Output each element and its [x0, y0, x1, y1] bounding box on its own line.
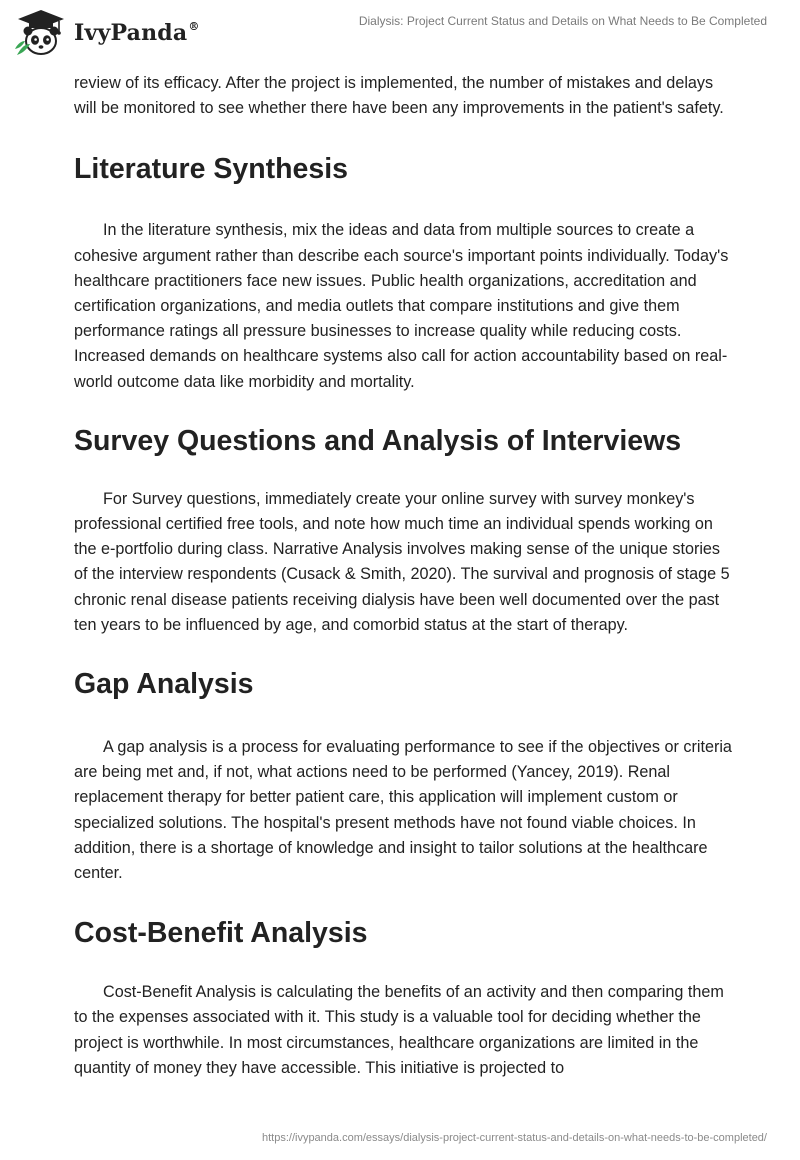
heading-gap-analysis: Gap Analysis: [74, 668, 254, 701]
essay-content: [74, 71, 734, 1081]
intro-paragraph: review of its efficacy. After the project is implemented, the number of mistakes and delays will be monitored to see whether there have been any improvements in the patient's safety.: [74, 74, 724, 118]
ivypanda-logo[interactable]: [14, 8, 200, 58]
document-title: Dialysis: Project Current Status and Details on What Needs to Be Completed: [358, 14, 767, 28]
registered-mark: ®: [188, 20, 200, 33]
heading-survey-questions: Survey Questions and Analysis of Interviews: [74, 424, 682, 457]
page-header: [0, 0, 800, 70]
heading-cost-benefit-analysis: Cost-Benefit Analysis: [74, 917, 368, 950]
paragraph-survey-questions: For Survey questions, immediately create your online survey with survey monkey's professional certified free tools, and note how much time an individual spends working on the e-portfolio during class. Narrative Analysis involves making sense of the unique stories of the interview respondents (Cusack & Smith, 2020). The survival and prognosis of stage 5 chronic renal disease patients receiving dialysis have been well documented over the past ten years to be influenced by age, and comorbid status at the start of therapy.: [74, 489, 730, 634]
heading-literature-synthesis: Literature Synthesis: [74, 153, 349, 186]
panda-graduate-icon: [14, 8, 68, 58]
paragraph-literature-synthesis: In the literature synthesis, mix the ideas and data from multiple sources to create a cohesive argument rather than describe each source's important points individually. Today's healthcare practitioners face new issues. Public health organizations, accreditation and certification organizations, and media outlets that compare institutions and give them performance ratings all pressure businesses to increase quality while reducing costs. Increased demands on healthcare systems also call for action accountability based on real-world outcome data like morbidity and mortality.: [74, 221, 729, 391]
paragraph-gap-analysis: A gap analysis is a process for evaluating performance to see if the objectives or criteria are being met and, if not, what actions need to be performed (Yancey, 2019). Renal replacement therapy for better patient care, this application will implement custom or specialized solutions. The hospital's present methods have not found viable choices. In addition, there is a shortage of knowledge and insight to tailor solutions at the healthcare center.: [74, 738, 732, 883]
logo-wordmark: [74, 20, 200, 46]
footer-source-url[interactable]: https://ivypanda.com/essays/dialysis-project-current-status-and-details-on-what-needs-to-be-completed/: [261, 1132, 767, 1144]
logo-name: IvyPanda: [74, 20, 188, 46]
paragraph-cost-benefit-analysis: Cost-Benefit Analysis is calculating the benefits of an activity and then comparing them to the expenses associated with it. This study is a valuable tool for deciding whether the project is worthwhile. In most circumstances, healthcare organizations are limited in the quantity of money they have accessible. This initiative is projected to: [74, 983, 724, 1077]
